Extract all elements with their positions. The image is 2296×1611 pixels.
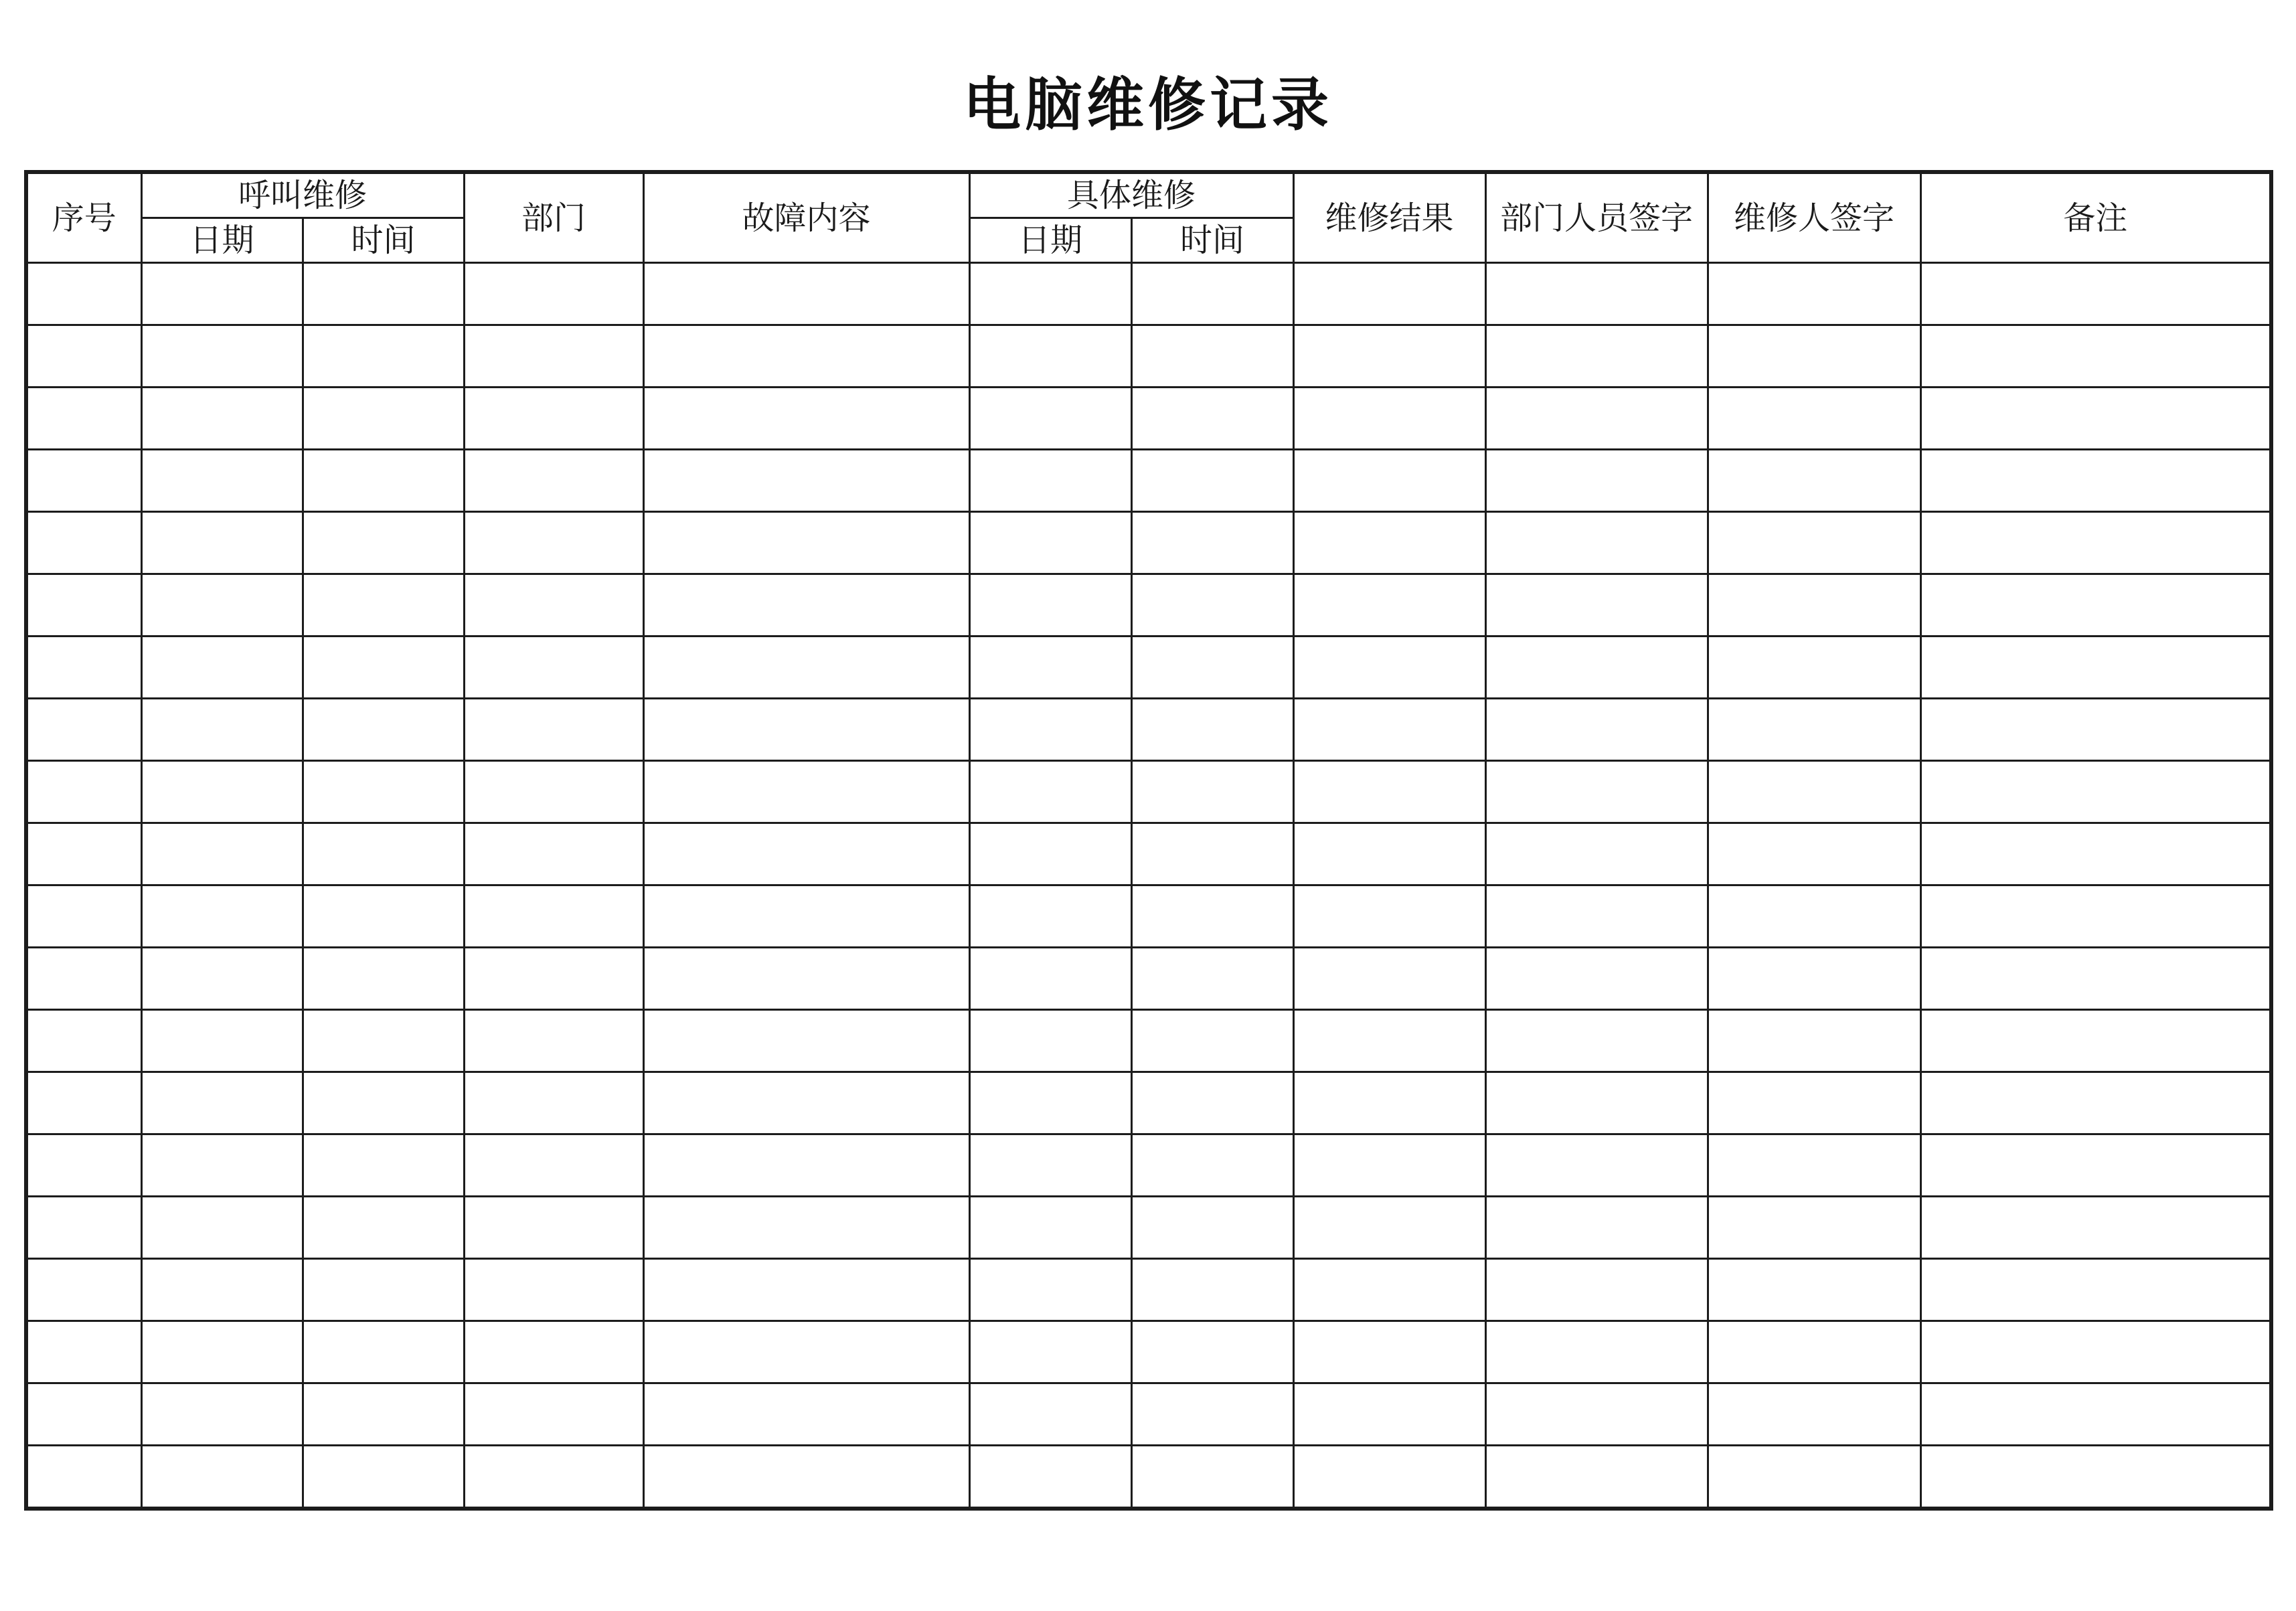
header-row-top xyxy=(26,172,2271,218)
header-repair-date: 日期 xyxy=(969,218,1131,263)
cell-remarks[interactable] xyxy=(1920,885,2271,948)
cell-remarks[interactable] xyxy=(1920,1446,2271,1509)
cell-department[interactable] xyxy=(464,761,643,823)
table-row xyxy=(26,1197,2271,1259)
cell-fault[interactable] xyxy=(643,637,969,699)
header-call-group: 呼叫维修 xyxy=(141,172,464,218)
cell-dept-sign[interactable] xyxy=(1485,699,1708,761)
cell-call-time[interactable] xyxy=(303,1072,464,1134)
cell-remarks[interactable] xyxy=(1920,450,2271,512)
cell-repair-date[interactable] xyxy=(969,1134,1131,1197)
cell-dept-sign[interactable] xyxy=(1485,637,1708,699)
cell-call-date[interactable] xyxy=(141,823,303,885)
cell-remarks[interactable] xyxy=(1920,948,2271,1010)
cell-dept-sign[interactable] xyxy=(1485,1197,1708,1259)
cell-repairer-sign[interactable] xyxy=(1708,637,1920,699)
cell-call-date[interactable] xyxy=(141,1010,303,1072)
cell-seq[interactable] xyxy=(26,1134,141,1197)
cell-fault[interactable] xyxy=(643,1446,969,1509)
cell-repairer-sign[interactable] xyxy=(1708,450,1920,512)
cell-department[interactable] xyxy=(464,450,643,512)
cell-remarks[interactable] xyxy=(1920,1259,2271,1321)
cell-department[interactable] xyxy=(464,948,643,1010)
cell-call-time[interactable] xyxy=(303,512,464,574)
cell-call-time[interactable] xyxy=(303,574,464,637)
cell-repair-date[interactable] xyxy=(969,512,1131,574)
cell-fault[interactable] xyxy=(643,450,969,512)
cell-repair-date[interactable] xyxy=(969,761,1131,823)
table-row xyxy=(26,637,2271,699)
cell-call-time[interactable] xyxy=(303,1321,464,1383)
table-row xyxy=(26,699,2271,761)
table-row xyxy=(26,1259,2271,1321)
cell-department[interactable] xyxy=(464,1321,643,1383)
cell-repair-time[interactable] xyxy=(1131,388,1293,450)
cell-repairer-sign[interactable] xyxy=(1708,948,1920,1010)
cell-seq[interactable] xyxy=(26,263,141,325)
cell-department[interactable] xyxy=(464,823,643,885)
cell-result[interactable] xyxy=(1293,1383,1485,1446)
cell-repair-date[interactable] xyxy=(969,388,1131,450)
cell-call-time[interactable] xyxy=(303,263,464,325)
cell-fault[interactable] xyxy=(643,1197,969,1259)
cell-fault[interactable] xyxy=(643,761,969,823)
cell-remarks[interactable] xyxy=(1920,1010,2271,1072)
cell-call-time[interactable] xyxy=(303,388,464,450)
cell-call-date[interactable] xyxy=(141,1072,303,1134)
cell-dept-sign[interactable] xyxy=(1485,450,1708,512)
cell-result[interactable] xyxy=(1293,699,1485,761)
cell-dept-sign[interactable] xyxy=(1485,1072,1708,1134)
cell-call-time[interactable] xyxy=(303,699,464,761)
cell-repair-time[interactable] xyxy=(1131,948,1293,1010)
cell-call-date[interactable] xyxy=(141,761,303,823)
cell-call-date[interactable] xyxy=(141,388,303,450)
cell-call-date[interactable] xyxy=(141,1197,303,1259)
cell-seq[interactable] xyxy=(26,1259,141,1321)
cell-result[interactable] xyxy=(1293,885,1485,948)
cell-call-time[interactable] xyxy=(303,325,464,388)
cell-result[interactable] xyxy=(1293,948,1485,1010)
cell-call-date[interactable] xyxy=(141,948,303,1010)
cell-repairer-sign[interactable] xyxy=(1708,512,1920,574)
cell-fault[interactable] xyxy=(643,885,969,948)
cell-department[interactable] xyxy=(464,1383,643,1446)
cell-department[interactable] xyxy=(464,1010,643,1072)
cell-seq[interactable] xyxy=(26,512,141,574)
cell-result[interactable] xyxy=(1293,574,1485,637)
cell-repairer-sign[interactable] xyxy=(1708,1197,1920,1259)
cell-repair-date[interactable] xyxy=(969,1321,1131,1383)
header-seq: 序号 xyxy=(26,172,141,263)
cell-call-date[interactable] xyxy=(141,263,303,325)
cell-result[interactable] xyxy=(1293,325,1485,388)
table-row xyxy=(26,1010,2271,1072)
cell-call-date[interactable] xyxy=(141,699,303,761)
cell-repair-date[interactable] xyxy=(969,1197,1131,1259)
cell-call-time[interactable] xyxy=(303,1446,464,1509)
cell-dept-sign[interactable] xyxy=(1485,388,1708,450)
header-dept-sign: 部门人员签字 xyxy=(1485,172,1708,263)
cell-repair-time[interactable] xyxy=(1131,885,1293,948)
cell-repair-time[interactable] xyxy=(1131,761,1293,823)
cell-result[interactable] xyxy=(1293,823,1485,885)
cell-repair-date[interactable] xyxy=(969,574,1131,637)
cell-call-date[interactable] xyxy=(141,512,303,574)
cell-department[interactable] xyxy=(464,512,643,574)
cell-dept-sign[interactable] xyxy=(1485,948,1708,1010)
cell-remarks[interactable] xyxy=(1920,637,2271,699)
cell-dept-sign[interactable] xyxy=(1485,885,1708,948)
cell-result[interactable] xyxy=(1293,450,1485,512)
cell-fault[interactable] xyxy=(643,1383,969,1446)
cell-fault[interactable] xyxy=(643,1072,969,1134)
cell-fault[interactable] xyxy=(643,699,969,761)
table-row xyxy=(26,1383,2271,1446)
cell-department[interactable] xyxy=(464,1134,643,1197)
cell-result[interactable] xyxy=(1293,637,1485,699)
cell-remarks[interactable] xyxy=(1920,823,2271,885)
cell-repair-time[interactable] xyxy=(1131,1072,1293,1134)
cell-call-time[interactable] xyxy=(303,1383,464,1446)
cell-department[interactable] xyxy=(464,1197,643,1259)
cell-remarks[interactable] xyxy=(1920,263,2271,325)
cell-repairer-sign[interactable] xyxy=(1708,1446,1920,1509)
cell-repair-time[interactable] xyxy=(1131,1197,1293,1259)
cell-repairer-sign[interactable] xyxy=(1708,1321,1920,1383)
cell-repairer-sign[interactable] xyxy=(1708,325,1920,388)
cell-repair-time[interactable] xyxy=(1131,325,1293,388)
cell-repair-date[interactable] xyxy=(969,1259,1131,1321)
cell-department[interactable] xyxy=(464,637,643,699)
cell-call-date[interactable] xyxy=(141,885,303,948)
header-repair-time: 时间 xyxy=(1131,218,1293,263)
cell-call-time[interactable] xyxy=(303,1259,464,1321)
cell-dept-sign[interactable] xyxy=(1485,1383,1708,1446)
table-row xyxy=(26,574,2271,637)
cell-call-date[interactable] xyxy=(141,1134,303,1197)
cell-seq[interactable] xyxy=(26,948,141,1010)
cell-seq[interactable] xyxy=(26,574,141,637)
cell-seq[interactable] xyxy=(26,637,141,699)
cell-seq[interactable] xyxy=(26,885,141,948)
cell-remarks[interactable] xyxy=(1920,574,2271,637)
table-row xyxy=(26,761,2271,823)
cell-repair-date[interactable] xyxy=(969,637,1131,699)
table-row xyxy=(26,1321,2271,1383)
cell-repair-time[interactable] xyxy=(1131,699,1293,761)
cell-repair-date[interactable] xyxy=(969,325,1131,388)
cell-dept-sign[interactable] xyxy=(1485,574,1708,637)
cell-repairer-sign[interactable] xyxy=(1708,699,1920,761)
header-remarks: 备注 xyxy=(1920,172,2271,263)
cell-seq[interactable] xyxy=(26,1383,141,1446)
cell-fault[interactable] xyxy=(643,1259,969,1321)
cell-remarks[interactable] xyxy=(1920,1072,2271,1134)
header-result: 维修结果 xyxy=(1293,172,1485,263)
cell-remarks[interactable] xyxy=(1920,325,2271,388)
cell-seq[interactable] xyxy=(26,1010,141,1072)
cell-remarks[interactable] xyxy=(1920,1134,2271,1197)
cell-result[interactable] xyxy=(1293,1446,1485,1509)
cell-dept-sign[interactable] xyxy=(1485,1321,1708,1383)
cell-seq[interactable] xyxy=(26,325,141,388)
cell-department[interactable] xyxy=(464,1259,643,1321)
cell-seq[interactable] xyxy=(26,823,141,885)
cell-seq[interactable] xyxy=(26,699,141,761)
cell-repair-time[interactable] xyxy=(1131,450,1293,512)
cell-repair-date[interactable] xyxy=(969,948,1131,1010)
cell-call-time[interactable] xyxy=(303,637,464,699)
cell-result[interactable] xyxy=(1293,1259,1485,1321)
cell-repair-date[interactable] xyxy=(969,885,1131,948)
cell-fault[interactable] xyxy=(643,325,969,388)
cell-fault[interactable] xyxy=(643,948,969,1010)
cell-repairer-sign[interactable] xyxy=(1708,1072,1920,1134)
cell-call-time[interactable] xyxy=(303,948,464,1010)
cell-fault[interactable] xyxy=(643,388,969,450)
cell-call-time[interactable] xyxy=(303,450,464,512)
cell-repair-date[interactable] xyxy=(969,699,1131,761)
cell-call-date[interactable] xyxy=(141,637,303,699)
cell-department[interactable] xyxy=(464,325,643,388)
table-row xyxy=(26,1134,2271,1197)
cell-department[interactable] xyxy=(464,885,643,948)
cell-call-time[interactable] xyxy=(303,1134,464,1197)
page-title: 电脑维修记录 xyxy=(963,72,1333,139)
cell-dept-sign[interactable] xyxy=(1485,512,1708,574)
table-row xyxy=(26,512,2271,574)
cell-repair-time[interactable] xyxy=(1131,263,1293,325)
cell-result[interactable] xyxy=(1293,1072,1485,1134)
cell-seq[interactable] xyxy=(26,1321,141,1383)
cell-repair-date[interactable] xyxy=(969,1072,1131,1134)
cell-remarks[interactable] xyxy=(1920,1383,2271,1446)
cell-repairer-sign[interactable] xyxy=(1708,885,1920,948)
table-row xyxy=(26,823,2271,885)
header-call-time: 时间 xyxy=(303,218,464,263)
cell-repairer-sign[interactable] xyxy=(1708,263,1920,325)
cell-repairer-sign[interactable] xyxy=(1708,1383,1920,1446)
cell-repair-time[interactable] xyxy=(1131,1446,1293,1509)
table-row xyxy=(26,1446,2271,1509)
cell-repair-time[interactable] xyxy=(1131,1383,1293,1446)
cell-dept-sign[interactable] xyxy=(1485,325,1708,388)
cell-call-time[interactable] xyxy=(303,761,464,823)
cell-dept-sign[interactable] xyxy=(1485,263,1708,325)
cell-result[interactable] xyxy=(1293,1134,1485,1197)
cell-repair-time[interactable] xyxy=(1131,574,1293,637)
cell-repairer-sign[interactable] xyxy=(1708,761,1920,823)
table-row xyxy=(26,325,2271,388)
cell-repairer-sign[interactable] xyxy=(1708,574,1920,637)
table-row xyxy=(26,948,2271,1010)
cell-seq[interactable] xyxy=(26,1446,141,1509)
cell-repair-date[interactable] xyxy=(969,1383,1131,1446)
cell-seq[interactable] xyxy=(26,388,141,450)
repair-record-table xyxy=(24,170,2273,1511)
cell-result[interactable] xyxy=(1293,512,1485,574)
cell-repairer-sign[interactable] xyxy=(1708,1259,1920,1321)
cell-repair-date[interactable] xyxy=(969,450,1131,512)
cell-call-time[interactable] xyxy=(303,823,464,885)
cell-result[interactable] xyxy=(1293,1197,1485,1259)
cell-remarks[interactable] xyxy=(1920,388,2271,450)
table-row xyxy=(26,885,2271,948)
cell-call-date[interactable] xyxy=(141,1259,303,1321)
table-row xyxy=(26,263,2271,325)
cell-department[interactable] xyxy=(464,1072,643,1134)
cell-fault[interactable] xyxy=(643,823,969,885)
cell-repair-time[interactable] xyxy=(1131,512,1293,574)
cell-repair-date[interactable] xyxy=(969,1446,1131,1509)
cell-call-date[interactable] xyxy=(141,450,303,512)
cell-repairer-sign[interactable] xyxy=(1708,1134,1920,1197)
cell-call-date[interactable] xyxy=(141,574,303,637)
cell-fault[interactable] xyxy=(643,512,969,574)
cell-repairer-sign[interactable] xyxy=(1708,823,1920,885)
header-department: 部门 xyxy=(464,172,643,263)
cell-repair-time[interactable] xyxy=(1131,1010,1293,1072)
cell-remarks[interactable] xyxy=(1920,512,2271,574)
header-call-date: 日期 xyxy=(141,218,303,263)
cell-repair-time[interactable] xyxy=(1131,637,1293,699)
cell-fault[interactable] xyxy=(643,263,969,325)
cell-repair-date[interactable] xyxy=(969,1010,1131,1072)
cell-department[interactable] xyxy=(464,263,643,325)
header-repair-group: 具体维修 xyxy=(969,172,1293,218)
cell-repair-time[interactable] xyxy=(1131,1259,1293,1321)
cell-call-time[interactable] xyxy=(303,1197,464,1259)
cell-dept-sign[interactable] xyxy=(1485,1259,1708,1321)
cell-repair-time[interactable] xyxy=(1131,1134,1293,1197)
cell-seq[interactable] xyxy=(26,450,141,512)
header-fault: 故障内容 xyxy=(643,172,969,263)
cell-repair-date[interactable] xyxy=(969,823,1131,885)
cell-call-date[interactable] xyxy=(141,1446,303,1509)
cell-dept-sign[interactable] xyxy=(1485,823,1708,885)
cell-remarks[interactable] xyxy=(1920,761,2271,823)
cell-result[interactable] xyxy=(1293,263,1485,325)
cell-repairer-sign[interactable] xyxy=(1708,388,1920,450)
cell-call-date[interactable] xyxy=(141,325,303,388)
cell-seq[interactable] xyxy=(26,1197,141,1259)
cell-seq[interactable] xyxy=(26,1072,141,1134)
cell-department[interactable] xyxy=(464,699,643,761)
cell-result[interactable] xyxy=(1293,388,1485,450)
cell-remarks[interactable] xyxy=(1920,1197,2271,1259)
cell-result[interactable] xyxy=(1293,1321,1485,1383)
cell-dept-sign[interactable] xyxy=(1485,761,1708,823)
table-row xyxy=(26,450,2271,512)
cell-repair-date[interactable] xyxy=(969,263,1131,325)
cell-fault[interactable] xyxy=(643,1010,969,1072)
cell-repair-time[interactable] xyxy=(1131,1321,1293,1383)
cell-call-date[interactable] xyxy=(141,1321,303,1383)
table-row xyxy=(26,1072,2271,1134)
cell-department[interactable] xyxy=(464,1446,643,1509)
cell-remarks[interactable] xyxy=(1920,1321,2271,1383)
cell-seq[interactable] xyxy=(26,761,141,823)
cell-fault[interactable] xyxy=(643,1134,969,1197)
cell-repair-time[interactable] xyxy=(1131,823,1293,885)
cell-result[interactable] xyxy=(1293,761,1485,823)
table-row xyxy=(26,388,2271,450)
cell-fault[interactable] xyxy=(643,574,969,637)
cell-result[interactable] xyxy=(1293,1010,1485,1072)
cell-department[interactable] xyxy=(464,574,643,637)
cell-repairer-sign[interactable] xyxy=(1708,1010,1920,1072)
cell-call-date[interactable] xyxy=(141,1383,303,1446)
record-body xyxy=(26,263,2271,1509)
cell-department[interactable] xyxy=(464,388,643,450)
cell-fault[interactable] xyxy=(643,1321,969,1383)
cell-dept-sign[interactable] xyxy=(1485,1010,1708,1072)
cell-call-time[interactable] xyxy=(303,885,464,948)
cell-dept-sign[interactable] xyxy=(1485,1134,1708,1197)
cell-remarks[interactable] xyxy=(1920,699,2271,761)
cell-dept-sign[interactable] xyxy=(1485,1446,1708,1509)
header-repairer-sign: 维修人签字 xyxy=(1708,172,1920,263)
cell-call-time[interactable] xyxy=(303,1010,464,1072)
